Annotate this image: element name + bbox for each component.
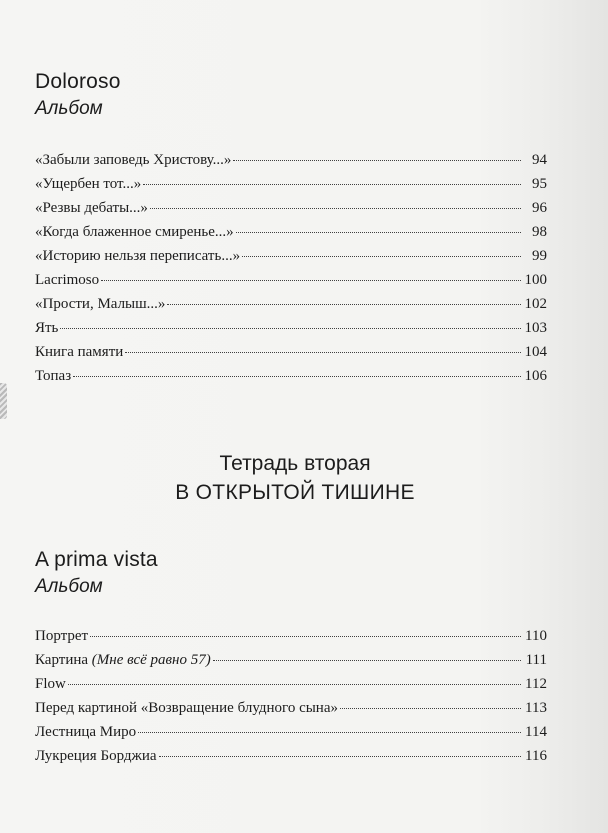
toc-entry-page: 96: [532, 200, 547, 216]
part-subtitle: В ОТКРЫТОЙ ТИШИНЕ: [175, 481, 415, 504]
toc-entry-page: 112: [525, 676, 547, 692]
toc-entry-title: «Когда блаженное смиренье...»: [35, 224, 234, 240]
toc-entry[interactable]: [35, 624, 547, 648]
leader-dots: [233, 159, 521, 161]
leader-dots: [60, 327, 521, 329]
toc-entry-page: 103: [524, 320, 547, 336]
section-title: Doloroso: [35, 70, 121, 93]
toc-entry-page: 100: [524, 272, 547, 288]
toc-entry[interactable]: [35, 220, 547, 244]
toc-entry-title: Перед картиной «Возвращение блудного сына»: [35, 700, 338, 716]
toc-entry-title: «Забыли заповедь Христову...»: [35, 152, 232, 168]
section-subtitle: Альбом: [35, 576, 103, 597]
toc-entry-title: «Резвы дебаты...»: [35, 200, 148, 216]
toc-a-prima-vista: [35, 624, 547, 768]
toc-entry-page: 114: [525, 724, 547, 740]
toc-entry-page: 113: [525, 700, 547, 716]
leader-dots: [90, 635, 521, 637]
toc-entry[interactable]: [35, 148, 547, 172]
toc-entry-page: 95: [532, 176, 547, 192]
leader-dots: [125, 351, 521, 353]
toc-entry-title: Топаз: [35, 368, 72, 384]
toc-entry-title: «Историю нельзя переписать...»: [35, 248, 241, 264]
toc-entry-page: 102: [524, 296, 547, 312]
toc-entry[interactable]: [35, 340, 547, 364]
toc-entry-title: Ять: [35, 320, 59, 336]
toc-entry[interactable]: [35, 364, 547, 388]
section-a-prima-vista: [35, 546, 547, 600]
section-doloroso: [35, 68, 547, 122]
toc-entry-page: 98: [532, 224, 547, 240]
toc-entry-page: 99: [532, 248, 547, 264]
toc-entry[interactable]: [35, 196, 547, 220]
toc-entry-page: 116: [525, 748, 547, 764]
toc-entry-title: «Прости, Малыш...»: [35, 296, 166, 312]
leader-dots: [159, 755, 521, 757]
toc-entry[interactable]: [35, 316, 547, 340]
toc-entry-page: 111: [525, 652, 547, 668]
leader-dots: [340, 707, 521, 709]
toc-entry[interactable]: [35, 672, 547, 696]
toc-entry[interactable]: [35, 744, 547, 768]
leader-dots: [73, 375, 521, 377]
toc-list: [35, 624, 547, 768]
toc-entry-page: 94: [532, 152, 547, 168]
part-title: Тетрадь вторая: [219, 452, 371, 475]
toc-entry-title: Лукреция Борджиа: [35, 748, 157, 764]
leader-dots: [68, 683, 521, 685]
leader-dots: [213, 659, 521, 661]
toc-entry[interactable]: [35, 720, 547, 744]
leader-dots: [143, 183, 521, 185]
toc-entry[interactable]: [35, 648, 547, 672]
leader-dots: [242, 255, 521, 257]
leader-dots: [236, 231, 521, 233]
toc-entry[interactable]: [35, 172, 547, 196]
toc-entry[interactable]: [35, 268, 547, 292]
toc-entry-title: Lacrimoso: [35, 272, 100, 288]
toc-entry-title: Лестница Миро: [35, 724, 137, 740]
toc-entry-title-italic: (Мне всё равно 57): [91, 652, 211, 668]
toc-entry[interactable]: [35, 696, 547, 720]
toc-entry-page: 104: [524, 344, 547, 360]
toc-entry[interactable]: [35, 244, 547, 268]
leader-dots: [138, 731, 521, 733]
toc-entry-title: «Ущербен тот...»: [35, 176, 142, 192]
toc-entry-page: 110: [525, 628, 547, 644]
page-edge-mark: [0, 383, 7, 419]
toc-entry-page: 106: [524, 368, 547, 384]
leader-dots: [101, 279, 521, 281]
toc-list: [35, 148, 547, 388]
leader-dots: [167, 303, 521, 305]
section-subtitle: Альбом: [35, 98, 103, 119]
toc-entry-title: Портрет: [35, 628, 89, 644]
toc-entry-title: [35, 648, 211, 672]
leader-dots: [150, 207, 521, 209]
toc-entry-title: Книга памяти: [35, 344, 124, 360]
section-title: A prima vista: [35, 548, 158, 571]
part-two-heading: [35, 450, 555, 508]
toc-entry-title: Flow: [35, 676, 66, 692]
toc-entry-title-main: Картина: [35, 652, 92, 668]
toc-doloroso: [35, 148, 547, 388]
toc-entry[interactable]: [35, 292, 547, 316]
